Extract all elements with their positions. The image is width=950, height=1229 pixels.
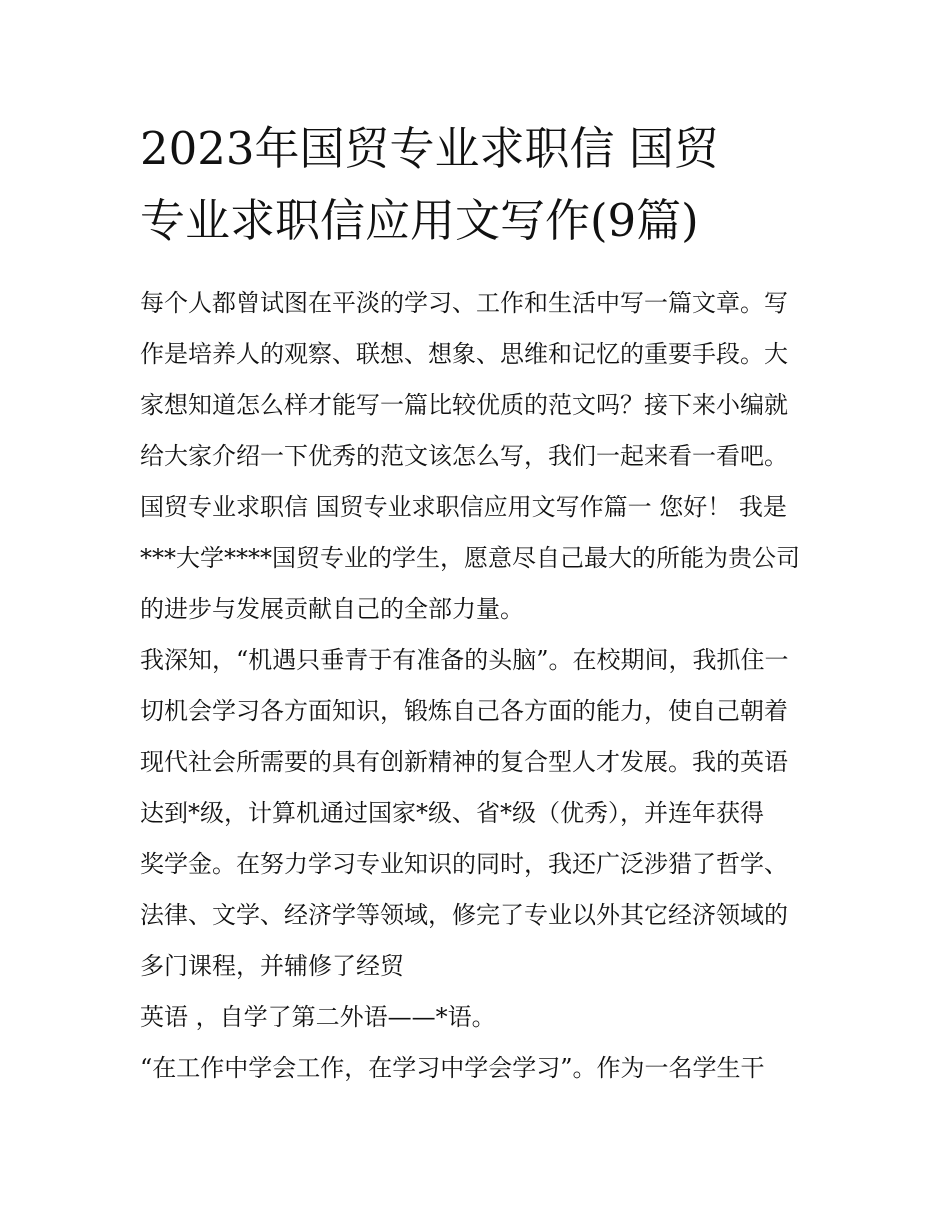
document-body bbox=[140, 278, 820, 1094]
body-line: 家想知道怎么样才能写一篇比较优质的范文吗？接下来小编就 bbox=[140, 391, 788, 419]
document-title bbox=[140, 113, 830, 257]
title-line: 2023年国贸专业求职信 国贸 bbox=[140, 122, 719, 175]
body-line: “在工作中学会工作，在学习中学会学习”。作为一名学生干 bbox=[140, 1054, 765, 1082]
body-line: 英语 ，自学了第二外语——*语。 bbox=[140, 1003, 496, 1031]
body-line: 现代社会所需要的具有创新精神的复合型人才发展。我的英语 bbox=[140, 748, 788, 776]
body-line: 切机会学习各方面知识，锻炼自己各方面的能力，使自己朝着 bbox=[140, 697, 788, 725]
body-line: 达到*级，计算机通过国家*级、省*级（优秀），并连年获得 bbox=[140, 799, 764, 827]
body-line: 的进步与发展贡献自己的全部力量。 bbox=[140, 595, 524, 623]
body-line: 作是培养人的观察、联想、想象、思维和记忆的重要手段。大 bbox=[140, 340, 788, 368]
body-line: 多门课程，并辅修了经贸 bbox=[140, 952, 404, 980]
title-line: 专业求职信应用文写作(9篇) bbox=[140, 194, 699, 247]
body-line: 法律、文学、经济学等领域，修完了专业以外其它经济领域的 bbox=[140, 901, 788, 929]
body-line: 每个人都曾试图在平淡的学习、工作和生活中写一篇文章。写 bbox=[140, 289, 788, 317]
body-line: 给大家介绍一下优秀的范文该怎么写，我们一起来看一看吧。 bbox=[140, 442, 788, 470]
body-line: 国贸专业求职信 国贸专业求职信应用文写作篇一 您好！ 我是 bbox=[140, 493, 787, 521]
body-line: 奖学金。在努力学习专业知识的同时，我还广泛涉猎了哲学、 bbox=[140, 850, 788, 878]
body-line: 我深知，“机遇只垂青于有准备的头脑”。在校期间，我抓住一 bbox=[140, 646, 789, 674]
body-line: ***大学****国贸专业的学生，愿意尽自己最大的所能为贵公司 bbox=[140, 544, 800, 572]
